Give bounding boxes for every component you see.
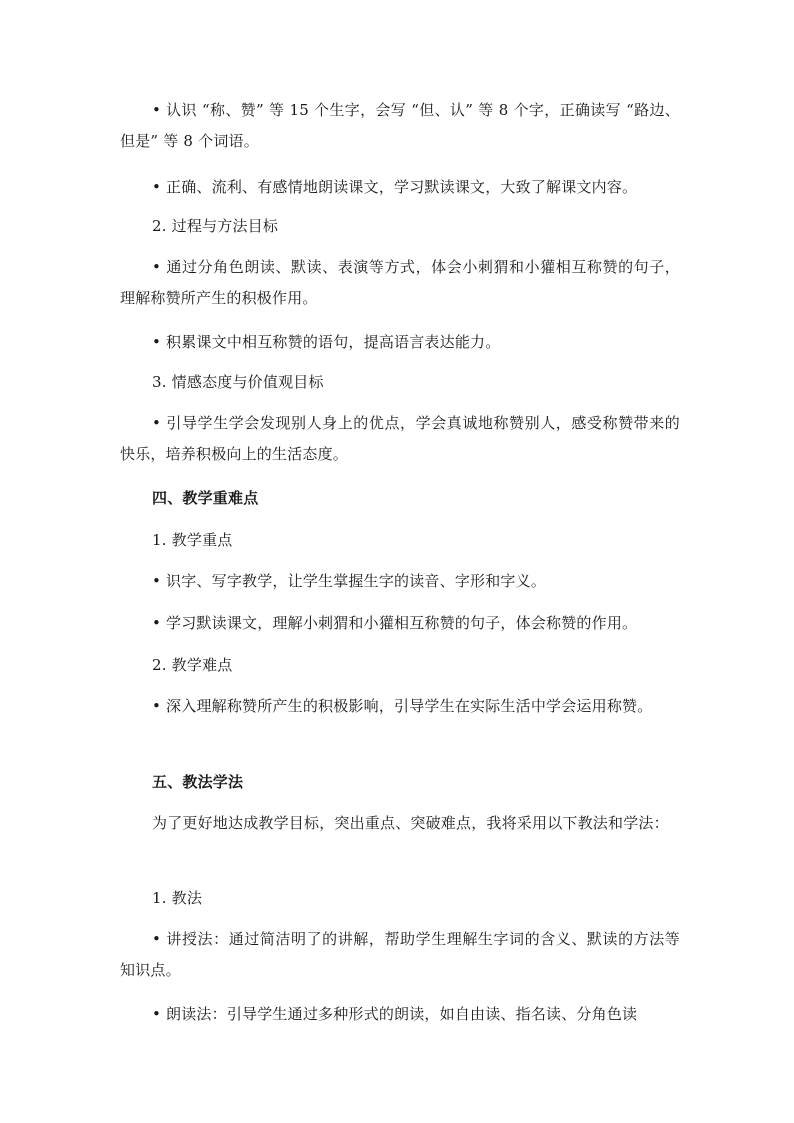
paragraph-methods-intro: 为了更好地达成教学目标，突出重点、突破难点，我将采用以下教法和学法： — [152, 814, 669, 832]
bullet-item-recognize-characters: • 认识 “称、赞” 等 15 个生字，会写 “但、认” 等 8 个字，正确读写 “路边、但是” 等 8 个词语。 — [120, 101, 680, 150]
subheading-teaching-focus: 1. 教学重点 — [152, 531, 233, 549]
subheading-teaching-methods: 1. 教法 — [152, 889, 203, 907]
bullet-item-role-reading: • 通过分角色朗读、默读、表演等方式，体会小刺猬和小獾相互称赞的句子，理解称赞所产生的积极作用。 — [120, 258, 680, 307]
bullet-item-silent-reading: • 学习默读课文，理解小刺猬和小獾相互称赞的句子，体会称赞的作用。 — [152, 614, 638, 632]
bullet-item-accumulate-phrases: • 积累课文中相互称赞的语句，提高语言表达能力。 — [152, 333, 501, 351]
section-heading-key-difficult-points: 四、教学重难点 — [152, 489, 259, 507]
section-heading-methods: 五、教法学法 — [152, 773, 244, 791]
subheading-process-methods: 2. 过程与方法目标 — [152, 217, 279, 235]
bullet-item-reading-method: • 朗读法：引导学生通过多种形式的朗读，如自由读、指名读、分角色读 — [152, 1005, 638, 1023]
bullet-item-lecture-method: • 讲授法：通过简洁明了的讲解，帮助学生理解生字词的含义、默读的方法等知识点。 — [120, 930, 680, 979]
bullet-item-literacy-teaching: • 识字、写字教学，让学生掌握生字的读音、字形和字义。 — [152, 572, 547, 590]
bullet-item-positive-influence: • 深入理解称赞所产生的积极影响，引导学生在实际生活中学会运用称赞。 — [152, 697, 653, 715]
bullet-item-read-aloud: • 正确、流利、有感情地朗读课文，学习默读课文，大致了解课文内容。 — [152, 178, 638, 196]
subheading-teaching-difficulty: 2. 教学难点 — [152, 656, 233, 674]
bullet-item-discover-merits: • 引导学生学会发现别人身上的优点，学会真诚地称赞别人，感受称赞带来的快乐，培养积极向上的生活态度。 — [120, 414, 680, 463]
subheading-emotion-values: 3. 情感态度与价值观目标 — [152, 373, 324, 391]
